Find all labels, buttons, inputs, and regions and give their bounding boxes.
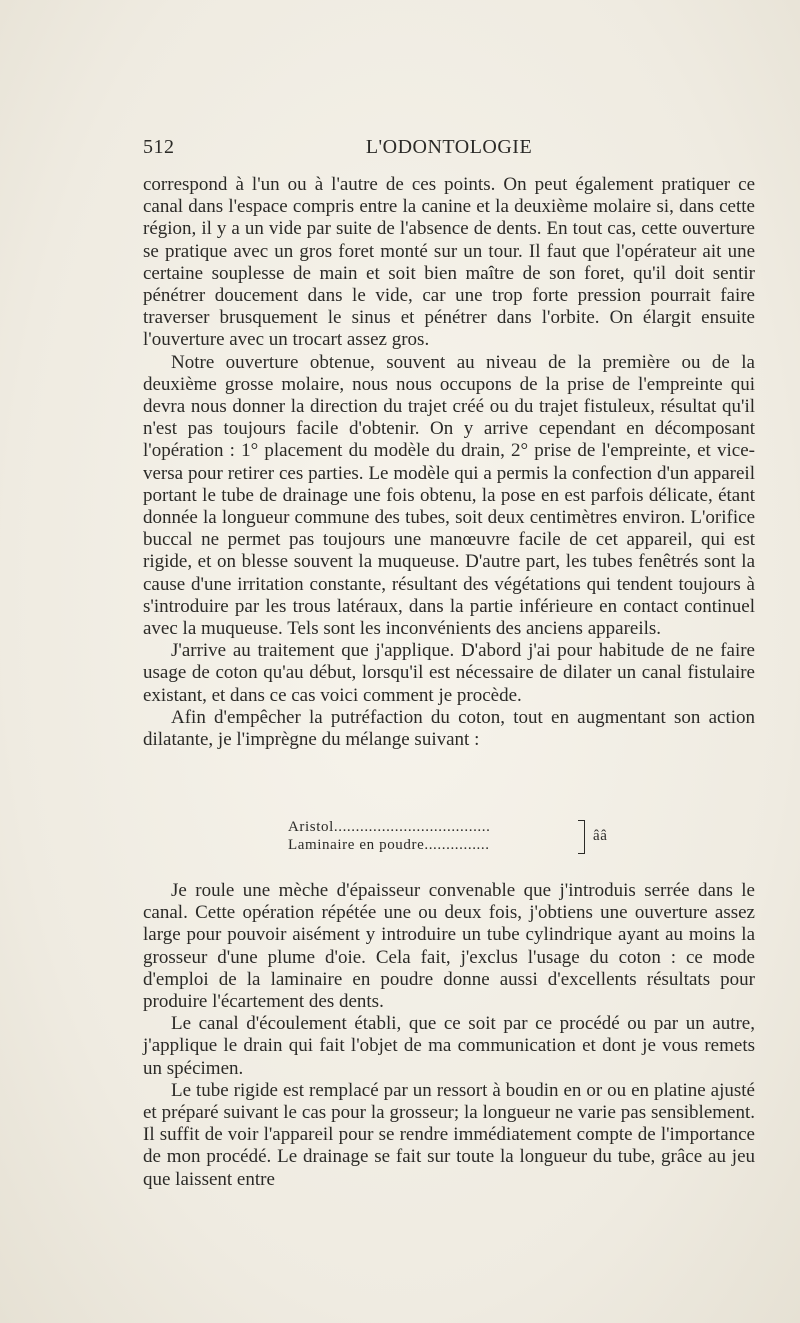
page-header [143, 136, 755, 164]
paragraph: Le canal d'écoulement établi, que ce soit par ce procédé ou par un autre, j'applique le drain qui fait l'objet de ma communication et dont je vous remets un spécimen. [143, 1013, 755, 1079]
page-number: 512 [143, 136, 175, 158]
prescription-formula [288, 818, 628, 854]
formula-row-aristol: Aristol.................................... [288, 819, 491, 835]
paragraph: Notre ouverture obtenue, souvent au niveau de la première ou de la deuxième grosse molaire, nous nous occupons de la prise de l'empreinte qui devra nous donner la direction du trajet créé ou du trajet fistuleux, résultat qu'il n'est pas toujours facile d'obtenir. On y arrive cependant en décomposant l'opération : 1° placement du modèle du drain, 2° prise de l'empreinte, et vice-versa pour retirer ces parties. Le modèle qui a permis la confection d'un appareil portant le tube de drainage une fois obtenu, la pose en est parfois délicate, étant donnée la longueur commune des tubes, soit deux centimètres environ. L'orifice buccal ne permet pas toujours une manœuvre facile de cet appareil, qui est rigide, et on blesse souvent la muqueuse. D'autre part, les tubes fenêtrés sont la cause d'une irritation constante, résultant des végétations qui tendent toujours à s'introduire par les trous latéraux, dans la partie inférieure en contact continuel avec la muqueuse. Tels sont les inconvénients des anciens appareils. [143, 351, 755, 640]
formula-brace [578, 820, 585, 854]
paragraph: Le tube rigide est remplacé par un ressort à boudin en or ou en platine ajusté et préparé suivant le cas pour la grosseur; la longueur ne varie pas sensiblement. Il suffit de voir l'appareil pour se rendre immédiatement compte de l'importance de mon procédé. Le drainage se fait sur toute la longueur du tube, grâce au jeu que laissent entre [143, 1079, 755, 1190]
formula-row-laminaire: Laminaire en poudre............... [288, 837, 490, 853]
paragraph: Afin d'empêcher la putréfaction du coton, tout en augmentant son action dilatante, je l'imprègne du mélange suivant : [143, 706, 755, 751]
formula-quantity: ââ [593, 828, 608, 844]
body-text-bottom [143, 880, 755, 1191]
paragraph: correspond à l'un ou à l'autre de ces points. On peut également pratiquer ce canal dans l'espace compris entre la canine et la deuxième molaire si, dans cette région, il y a un vide par suite de l'absence de dents. En tout cas, cette ouverture se pratique avec un gros foret monté sur un tour. Il faut que l'opérateur ait une certaine souplesse de main et soit bien maître de son foret, qu'il doit sentir pénétrer doucement dans le vide, car une trop forte pression pourrait faire traverser brusquement le sinus et pénétrer dans l'orbite. On élargit ensuite l'ouverture avec un trocart assez gros. [143, 174, 755, 351]
running-head: L'ODONTOLOGIE [365, 136, 533, 158]
paragraph: J'arrive au traitement que j'applique. D'abord j'ai pour habitude de ne faire usage de coton qu'au début, lorsqu'il est nécessaire de dilater un canal fistulaire existant, et dans ce cas voici comment je procède. [143, 640, 755, 706]
body-text-top [143, 174, 755, 751]
paragraph: Je roule une mèche d'épaisseur convenable que j'introduis serrée dans le canal. Cette opération répétée une ou deux fois, j'obtiens une ouverture assez large pour pouvoir aisément y introduire un tube cylindrique ayant au moins la grosseur d'une plume d'oie. Cela fait, j'exclus l'usage du coton : ce mode d'emploi de la laminaire en poudre donne aussi d'excellents résultats pour produire l'écartement des dents. [143, 880, 755, 1013]
